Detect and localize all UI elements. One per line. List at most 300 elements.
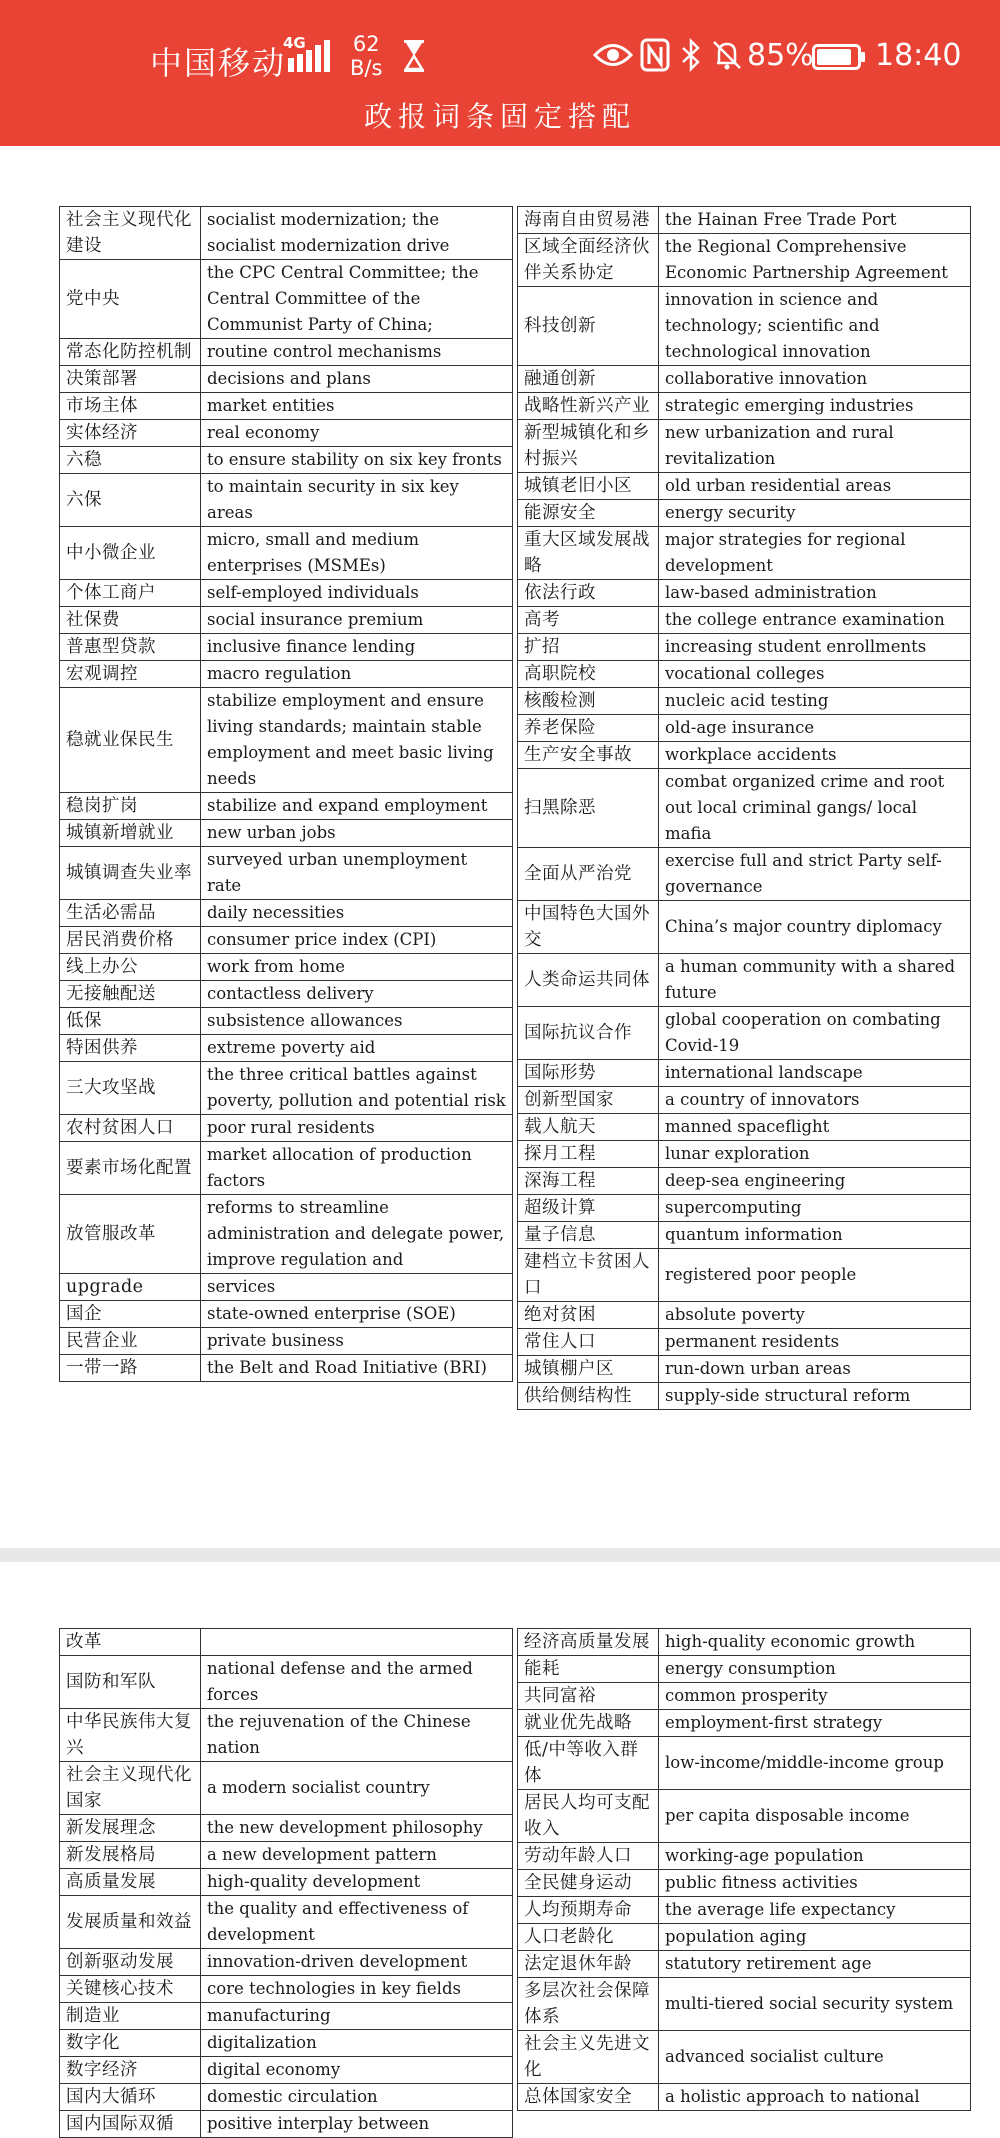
english-translation: positive interplay between bbox=[201, 2111, 513, 2138]
english-translation: advanced socialist culture bbox=[659, 2031, 971, 2084]
english-translation: contactless delivery bbox=[201, 981, 513, 1008]
chinese-term: 社保费 bbox=[60, 607, 201, 634]
chinese-term: 国防和军队 bbox=[60, 1656, 201, 1709]
chinese-term: 城镇新增就业 bbox=[60, 820, 201, 847]
table-row bbox=[518, 634, 971, 661]
english-translation: deep-sea engineering bbox=[659, 1168, 971, 1195]
table-row bbox=[60, 1949, 513, 1976]
table-row bbox=[518, 1683, 971, 1710]
chinese-term: 法定退休年龄 bbox=[518, 1951, 659, 1978]
chinese-term: 国际形势 bbox=[518, 1060, 659, 1087]
table-row bbox=[518, 1007, 971, 1060]
chinese-term: 深海工程 bbox=[518, 1168, 659, 1195]
english-translation: daily necessities bbox=[201, 900, 513, 927]
english-translation: common prosperity bbox=[659, 1683, 971, 1710]
table-row bbox=[60, 900, 513, 927]
chinese-term: 民营企业 bbox=[60, 1328, 201, 1355]
chinese-term: 三大攻坚战 bbox=[60, 1062, 201, 1115]
english-translation: supercomputing bbox=[659, 1195, 971, 1222]
chinese-term: 中华民族伟大复兴 bbox=[60, 1709, 201, 1762]
english-translation: state-owned enterprise (SOE) bbox=[201, 1301, 513, 1328]
chinese-term: 全民健身运动 bbox=[518, 1870, 659, 1897]
table-row bbox=[60, 2111, 513, 2138]
english-translation bbox=[201, 1629, 513, 1656]
table-row bbox=[60, 1142, 513, 1195]
table-row bbox=[60, 1355, 513, 1382]
english-translation: workplace accidents bbox=[659, 742, 971, 769]
table-row bbox=[60, 1896, 513, 1949]
table-row bbox=[60, 1976, 513, 2003]
table-row bbox=[60, 981, 513, 1008]
table-row bbox=[518, 1870, 971, 1897]
table-row bbox=[60, 474, 513, 527]
english-translation: poor rural residents bbox=[201, 1115, 513, 1142]
net-speed-value: 62 bbox=[352, 32, 380, 56]
hourglass-icon bbox=[403, 40, 425, 72]
table-row bbox=[60, 954, 513, 981]
chinese-term: 超级计算 bbox=[518, 1195, 659, 1222]
table-row bbox=[518, 234, 971, 287]
english-translation: innovation in science and technology; scientific and technological innovation bbox=[659, 287, 971, 366]
table-row bbox=[60, 2057, 513, 2084]
english-translation: energy security bbox=[659, 500, 971, 527]
chinese-term: 社会主义现代化建设 bbox=[60, 207, 201, 260]
table-row bbox=[518, 420, 971, 473]
page-separator bbox=[0, 1548, 1000, 1562]
english-translation: new urbanization and rural revitalization bbox=[659, 420, 971, 473]
table-row bbox=[518, 1790, 971, 1843]
chinese-term: 融通创新 bbox=[518, 366, 659, 393]
table-row bbox=[60, 1115, 513, 1142]
glossary-table-right bbox=[517, 206, 971, 1410]
chinese-term: 创新驱动发展 bbox=[60, 1949, 201, 1976]
table-row bbox=[60, 447, 513, 474]
table-row bbox=[518, 1060, 971, 1087]
table-row bbox=[518, 742, 971, 769]
english-translation: registered poor people bbox=[659, 1249, 971, 1302]
chinese-term: 低/中等收入群体 bbox=[518, 1737, 659, 1790]
english-translation: major strategies for regional development bbox=[659, 527, 971, 580]
english-translation: innovation-driven development bbox=[201, 1949, 513, 1976]
table-row bbox=[60, 260, 513, 339]
english-translation: multi-tiered social security system bbox=[659, 1978, 971, 2031]
table-row bbox=[518, 366, 971, 393]
chinese-term: 稳岗扩岗 bbox=[60, 793, 201, 820]
table-row bbox=[518, 715, 971, 742]
chinese-term: 农村贫困人口 bbox=[60, 1115, 201, 1142]
table-row bbox=[518, 1843, 971, 1870]
chinese-term: 发展质量和效益 bbox=[60, 1896, 201, 1949]
english-translation: digital economy bbox=[201, 2057, 513, 2084]
chinese-term: 宏观调控 bbox=[60, 661, 201, 688]
chinese-term: 社会主义先进文化 bbox=[518, 2031, 659, 2084]
english-translation: the average life expectancy bbox=[659, 1897, 971, 1924]
english-translation: old urban residential areas bbox=[659, 473, 971, 500]
english-translation: to maintain security in six key areas bbox=[201, 474, 513, 527]
chinese-term: 劳动年龄人口 bbox=[518, 1843, 659, 1870]
table-row bbox=[518, 393, 971, 420]
chinese-term: 扫黑除恶 bbox=[518, 769, 659, 848]
english-translation: supply-side structural reform bbox=[659, 1383, 971, 1410]
table-row bbox=[518, 2084, 971, 2111]
chinese-term: 共同富裕 bbox=[518, 1683, 659, 1710]
battery-percent: 85% bbox=[747, 38, 814, 73]
chinese-term: 全面从严治党 bbox=[518, 848, 659, 901]
english-translation: the new development philosophy bbox=[201, 1815, 513, 1842]
table-row bbox=[60, 1762, 513, 1815]
english-translation: manned spaceflight bbox=[659, 1114, 971, 1141]
chinese-term: 新发展格局 bbox=[60, 1842, 201, 1869]
table-row bbox=[60, 2003, 513, 2030]
chinese-term: 建档立卡贫困人口 bbox=[518, 1249, 659, 1302]
chinese-term: 城镇棚户区 bbox=[518, 1356, 659, 1383]
chinese-term: 一带一路 bbox=[60, 1355, 201, 1382]
bluetooth-icon bbox=[680, 38, 702, 72]
table-row bbox=[518, 1168, 971, 1195]
table-row bbox=[518, 1195, 971, 1222]
chinese-term: 供给侧结构性 bbox=[518, 1383, 659, 1410]
english-translation: micro, small and medium enterprises (MSMEs) bbox=[201, 527, 513, 580]
chinese-term: 线上办公 bbox=[60, 954, 201, 981]
table-row bbox=[60, 1274, 513, 1301]
english-translation: reforms to streamline administration and delegate power, improve regulation and bbox=[201, 1195, 513, 1274]
chinese-term: 探月工程 bbox=[518, 1141, 659, 1168]
english-translation: real economy bbox=[201, 420, 513, 447]
clock: 18:40 bbox=[875, 38, 962, 73]
table-row bbox=[518, 1383, 971, 1410]
table-row bbox=[518, 901, 971, 954]
chinese-term: 人口老龄化 bbox=[518, 1924, 659, 1951]
english-translation: domestic circulation bbox=[201, 2084, 513, 2111]
english-translation: law-based administration bbox=[659, 580, 971, 607]
english-translation: social insurance premium bbox=[201, 607, 513, 634]
chinese-term: 多层次社会保障体系 bbox=[518, 1978, 659, 2031]
chinese-term: 党中央 bbox=[60, 260, 201, 339]
chinese-term: 市场主体 bbox=[60, 393, 201, 420]
english-translation: extreme poverty aid bbox=[201, 1035, 513, 1062]
english-translation: new urban jobs bbox=[201, 820, 513, 847]
english-translation: the rejuvenation of the Chinese nation bbox=[201, 1709, 513, 1762]
english-translation: quantum information bbox=[659, 1222, 971, 1249]
chinese-term: 能源安全 bbox=[518, 500, 659, 527]
table-row bbox=[60, 661, 513, 688]
chinese-term: 绝对贫困 bbox=[518, 1302, 659, 1329]
table-row bbox=[60, 1815, 513, 1842]
english-translation: run-down urban areas bbox=[659, 1356, 971, 1383]
chinese-term: 生活必需品 bbox=[60, 900, 201, 927]
page-title: 政报词条固定搭配 bbox=[0, 102, 1000, 146]
chinese-term: 就业优先战略 bbox=[518, 1710, 659, 1737]
network-speed bbox=[350, 32, 382, 80]
english-translation: vocational colleges bbox=[659, 661, 971, 688]
english-translation: routine control mechanisms bbox=[201, 339, 513, 366]
table-row bbox=[518, 1141, 971, 1168]
english-translation: the Regional Comprehensive Economic Partnership Agreement bbox=[659, 234, 971, 287]
glossary-table-right bbox=[517, 1628, 971, 2111]
table-row bbox=[518, 1924, 971, 1951]
chinese-term: 关键核心技术 bbox=[60, 1976, 201, 2003]
chinese-term: 要素市场化配置 bbox=[60, 1142, 201, 1195]
english-translation: subsistence allowances bbox=[201, 1008, 513, 1035]
table-row bbox=[60, 1869, 513, 1896]
english-translation: increasing student enrollments bbox=[659, 634, 971, 661]
table-row bbox=[518, 207, 971, 234]
english-translation: a human community with a shared future bbox=[659, 954, 971, 1007]
english-translation: market allocation of production factors bbox=[201, 1142, 513, 1195]
english-translation: China’s major country diplomacy bbox=[659, 901, 971, 954]
net-speed-unit: B/s bbox=[350, 56, 383, 80]
english-translation: the CPC Central Committee; the Central Committee of the Communist Party of China; bbox=[201, 260, 513, 339]
table-row bbox=[60, 1709, 513, 1762]
english-translation: decisions and plans bbox=[201, 366, 513, 393]
table-row bbox=[60, 420, 513, 447]
battery-icon bbox=[812, 44, 866, 70]
table-row bbox=[60, 820, 513, 847]
chinese-term: 创新型国家 bbox=[518, 1087, 659, 1114]
english-translation: a country of innovators bbox=[659, 1087, 971, 1114]
table-row bbox=[60, 527, 513, 580]
table-row bbox=[518, 473, 971, 500]
table-row bbox=[60, 1656, 513, 1709]
table-row bbox=[518, 1629, 971, 1656]
table-row bbox=[60, 688, 513, 793]
table-row bbox=[518, 688, 971, 715]
chinese-term: 居民消费价格 bbox=[60, 927, 201, 954]
chinese-term: 区域全面经济伙伴关系协定 bbox=[518, 234, 659, 287]
english-translation: digitalization bbox=[201, 2030, 513, 2057]
table-row bbox=[518, 661, 971, 688]
chinese-term: 新型城镇化和乡村振兴 bbox=[518, 420, 659, 473]
chinese-term: 总体国家安全 bbox=[518, 2084, 659, 2111]
chinese-term: 人类命运共同体 bbox=[518, 954, 659, 1007]
table-row bbox=[60, 1301, 513, 1328]
chinese-term: 中国特色大国外交 bbox=[518, 901, 659, 954]
english-translation: stabilize and expand employment bbox=[201, 793, 513, 820]
chinese-term: 重大区域发展战略 bbox=[518, 527, 659, 580]
table-row bbox=[60, 793, 513, 820]
mute-icon bbox=[710, 38, 744, 72]
english-translation: private business bbox=[201, 1328, 513, 1355]
table-row bbox=[518, 580, 971, 607]
table-row bbox=[518, 1329, 971, 1356]
table-row bbox=[518, 1302, 971, 1329]
table-row bbox=[518, 607, 971, 634]
chinese-term: 能耗 bbox=[518, 1656, 659, 1683]
english-translation: the three critical battles against poverty, pollution and potential risk bbox=[201, 1062, 513, 1115]
english-translation: surveyed urban unemployment rate bbox=[201, 847, 513, 900]
table-row bbox=[518, 1951, 971, 1978]
carrier-name: 中国移动 bbox=[150, 44, 287, 82]
table-row bbox=[518, 1656, 971, 1683]
english-translation: core technologies in key fields bbox=[201, 1976, 513, 2003]
english-translation: stabilize employment and ensure living standards; maintain stable employment and meet basic living needs bbox=[201, 688, 513, 793]
english-translation: permanent residents bbox=[659, 1329, 971, 1356]
table-row bbox=[60, 1328, 513, 1355]
chinese-term: 养老保险 bbox=[518, 715, 659, 742]
english-translation: manufacturing bbox=[201, 2003, 513, 2030]
table-row bbox=[60, 2030, 513, 2057]
chinese-term: 新发展理念 bbox=[60, 1815, 201, 1842]
table-row bbox=[518, 287, 971, 366]
english-translation: international landscape bbox=[659, 1060, 971, 1087]
chinese-term: 城镇老旧小区 bbox=[518, 473, 659, 500]
table-row bbox=[518, 954, 971, 1007]
english-translation: macro regulation bbox=[201, 661, 513, 688]
table-row bbox=[518, 1222, 971, 1249]
english-translation: absolute poverty bbox=[659, 1302, 971, 1329]
table-row bbox=[60, 1629, 513, 1656]
english-translation: consumer price index (CPI) bbox=[201, 927, 513, 954]
chinese-term: 常态化防控机制 bbox=[60, 339, 201, 366]
table-row bbox=[60, 580, 513, 607]
table-row bbox=[60, 207, 513, 260]
table-row bbox=[60, 1035, 513, 1062]
english-translation: employment-first strategy bbox=[659, 1710, 971, 1737]
english-translation: national defense and the armed forces bbox=[201, 1656, 513, 1709]
english-translation: high-quality development bbox=[201, 1869, 513, 1896]
chinese-term: 中小微企业 bbox=[60, 527, 201, 580]
table-row bbox=[60, 393, 513, 420]
english-translation: the quality and effectiveness of development bbox=[201, 1896, 513, 1949]
chinese-term: 常住人口 bbox=[518, 1329, 659, 1356]
eye-icon bbox=[593, 40, 633, 70]
english-translation: population aging bbox=[659, 1924, 971, 1951]
chinese-term: 无接触配送 bbox=[60, 981, 201, 1008]
english-translation: high-quality economic growth bbox=[659, 1629, 971, 1656]
chinese-term: 六保 bbox=[60, 474, 201, 527]
table-row bbox=[518, 1978, 971, 2031]
chinese-term: 国内大循环 bbox=[60, 2084, 201, 2111]
table-row bbox=[518, 527, 971, 580]
glossary-table-left bbox=[59, 206, 513, 1382]
chinese-term: 载人航天 bbox=[518, 1114, 659, 1141]
table-row bbox=[518, 1087, 971, 1114]
english-translation: work from home bbox=[201, 954, 513, 981]
table-row bbox=[60, 1008, 513, 1035]
english-translation: a modern socialist country bbox=[201, 1762, 513, 1815]
chinese-term: 制造业 bbox=[60, 2003, 201, 2030]
english-translation: low-income/middle-income group bbox=[659, 1737, 971, 1790]
english-translation: energy consumption bbox=[659, 1656, 971, 1683]
table-row bbox=[518, 1897, 971, 1924]
english-translation: to ensure stability on six key fronts bbox=[201, 447, 513, 474]
table-row bbox=[518, 2031, 971, 2084]
english-translation: public fitness activities bbox=[659, 1870, 971, 1897]
english-translation: socialist modernization; the socialist modernization drive bbox=[201, 207, 513, 260]
chinese-term: 实体经济 bbox=[60, 420, 201, 447]
table-row bbox=[60, 1195, 513, 1274]
english-translation: the Hainan Free Trade Port bbox=[659, 207, 971, 234]
table-row bbox=[60, 339, 513, 366]
chinese-term: 城镇调查失业率 bbox=[60, 847, 201, 900]
table-row bbox=[60, 366, 513, 393]
english-translation: self-employed individuals bbox=[201, 580, 513, 607]
table-row bbox=[60, 847, 513, 900]
chinese-term: 科技创新 bbox=[518, 287, 659, 366]
chinese-term: 社会主义现代化国家 bbox=[60, 1762, 201, 1815]
chinese-term: 国内国际双循 bbox=[60, 2111, 201, 2138]
chinese-term: 六稳 bbox=[60, 447, 201, 474]
chinese-term: 量子信息 bbox=[518, 1222, 659, 1249]
table-row bbox=[518, 1737, 971, 1790]
english-translation: collaborative innovation bbox=[659, 366, 971, 393]
chinese-term: 稳就业保民生 bbox=[60, 688, 201, 793]
chinese-term: 海南自由贸易港 bbox=[518, 207, 659, 234]
chinese-term: 战略性新兴产业 bbox=[518, 393, 659, 420]
table-row bbox=[518, 500, 971, 527]
chinese-term: 人均预期寿命 bbox=[518, 1897, 659, 1924]
english-translation: lunar exploration bbox=[659, 1141, 971, 1168]
chinese-term: 个体工商户 bbox=[60, 580, 201, 607]
chinese-term: 国际抗议合作 bbox=[518, 1007, 659, 1060]
chinese-term: 国企 bbox=[60, 1301, 201, 1328]
english-translation: working-age population bbox=[659, 1843, 971, 1870]
table-row bbox=[60, 1842, 513, 1869]
table-row bbox=[518, 1249, 971, 1302]
chinese-term: 高质量发展 bbox=[60, 1869, 201, 1896]
glossary-table-left bbox=[59, 1628, 513, 2138]
table-row bbox=[518, 848, 971, 901]
chinese-term: 低保 bbox=[60, 1008, 201, 1035]
document-page-1 bbox=[0, 146, 1000, 1548]
english-translation: nucleic acid testing bbox=[659, 688, 971, 715]
english-translation: services bbox=[201, 1274, 513, 1301]
chinese-term: 普惠型贷款 bbox=[60, 634, 201, 661]
signal-icon bbox=[286, 40, 336, 72]
nfc-icon bbox=[640, 38, 670, 72]
chinese-term: upgrade bbox=[60, 1274, 201, 1301]
table-row bbox=[60, 607, 513, 634]
chinese-term: 高考 bbox=[518, 607, 659, 634]
document-page-2 bbox=[0, 1562, 1000, 2138]
english-translation: a holistic approach to national bbox=[659, 2084, 971, 2111]
table-row bbox=[60, 2084, 513, 2111]
chinese-term: 放管服改革 bbox=[60, 1195, 201, 1274]
chinese-term: 数字经济 bbox=[60, 2057, 201, 2084]
english-translation: old-age insurance bbox=[659, 715, 971, 742]
english-translation: a new development pattern bbox=[201, 1842, 513, 1869]
chinese-term: 核酸检测 bbox=[518, 688, 659, 715]
english-translation: statutory retirement age bbox=[659, 1951, 971, 1978]
chinese-term: 决策部署 bbox=[60, 366, 201, 393]
table-row bbox=[518, 1356, 971, 1383]
chinese-term: 依法行政 bbox=[518, 580, 659, 607]
table-row bbox=[518, 1114, 971, 1141]
chinese-term: 经济高质量发展 bbox=[518, 1629, 659, 1656]
chinese-term: 居民人均可支配收入 bbox=[518, 1790, 659, 1843]
table-row bbox=[60, 927, 513, 954]
table-row bbox=[518, 769, 971, 848]
table-row bbox=[60, 634, 513, 661]
table-row bbox=[518, 1710, 971, 1737]
chinese-term: 特困供养 bbox=[60, 1035, 201, 1062]
chinese-term: 生产安全事故 bbox=[518, 742, 659, 769]
english-translation: market entities bbox=[201, 393, 513, 420]
status-bar bbox=[0, 0, 1000, 110]
chinese-term: 高职院校 bbox=[518, 661, 659, 688]
english-translation: global cooperation on combating Covid-19 bbox=[659, 1007, 971, 1060]
english-translation: per capita disposable income bbox=[659, 1790, 971, 1843]
network-type: 4G bbox=[283, 34, 306, 52]
chinese-term: 改革 bbox=[60, 1629, 201, 1656]
english-translation: the college entrance examination bbox=[659, 607, 971, 634]
table-row bbox=[60, 1062, 513, 1115]
english-translation: combat organized crime and root out local criminal gangs/ local mafia bbox=[659, 769, 971, 848]
english-translation: the Belt and Road Initiative (BRI) bbox=[201, 1355, 513, 1382]
chinese-term: 扩招 bbox=[518, 634, 659, 661]
chinese-term: 数字化 bbox=[60, 2030, 201, 2057]
english-translation: exercise full and strict Party self-governance bbox=[659, 848, 971, 901]
